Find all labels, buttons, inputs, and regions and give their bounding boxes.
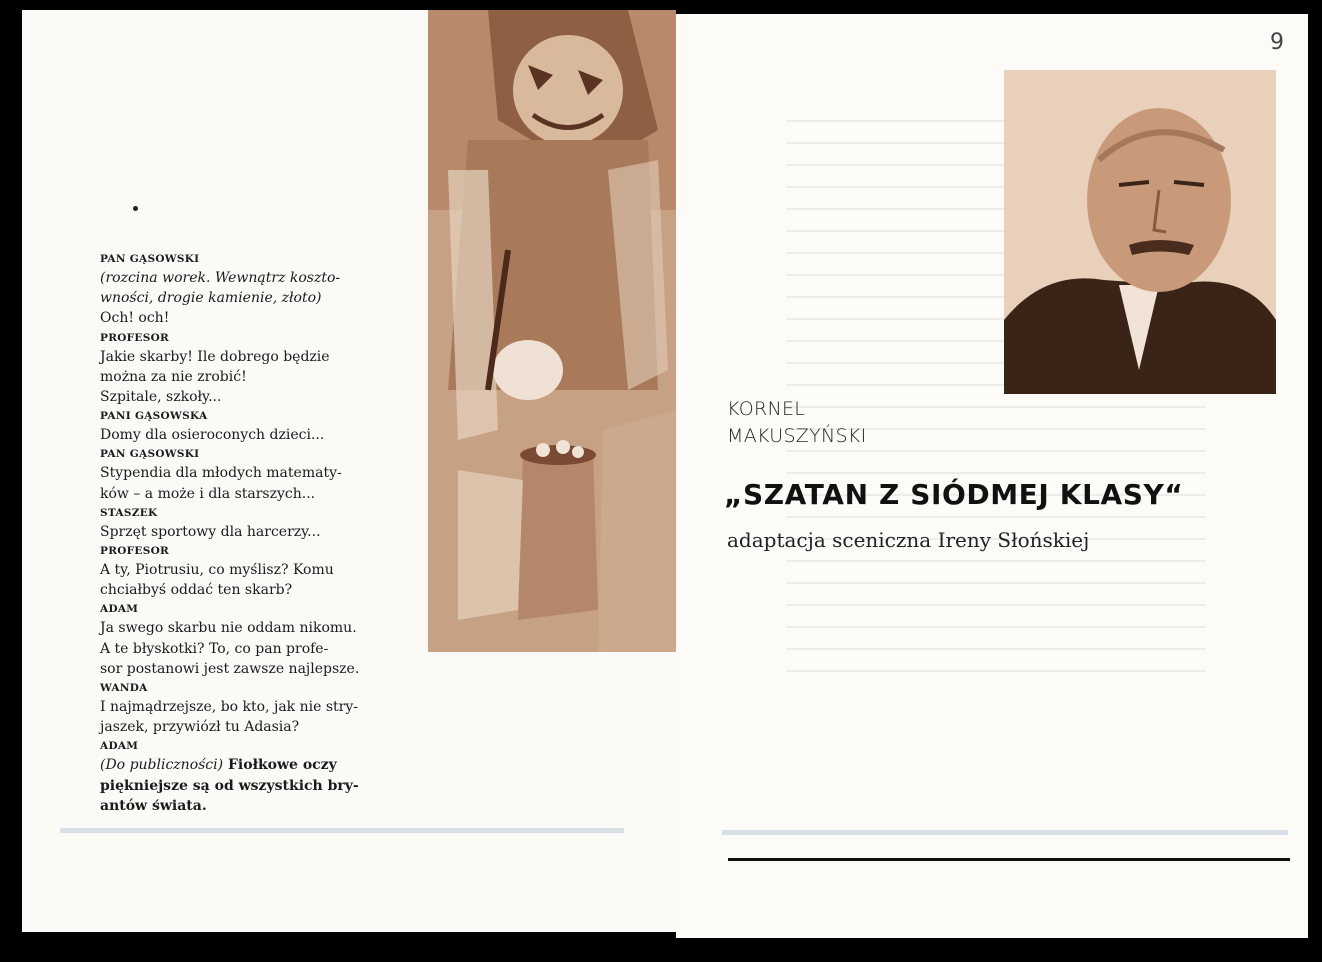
speaker-name: PAN GĄSOWSKI: [100, 253, 200, 265]
script-line: Szpitale, szkoły...: [100, 389, 222, 406]
script-line: antów świata.: [100, 797, 207, 814]
speaker-name: PROFESOR: [100, 331, 170, 344]
stage-direction: (rozcina worek. Wewnątrz koszto-: [100, 270, 341, 286]
script-line: Ja swego skarbu nie oddam nikomu.: [100, 620, 357, 637]
stage-direction: (Do publiczności): [100, 757, 224, 774]
author-portrait-art: [1004, 70, 1276, 394]
script-line: Stypendia dla młodych matematy-: [100, 465, 342, 482]
right-divider-dark: [728, 858, 1290, 861]
right-divider-light: [722, 830, 1288, 835]
stage-illustration: [428, 10, 676, 652]
script-line: chciałbyś oddać ten skarb?: [100, 582, 293, 599]
play-script-excerpt: [100, 250, 390, 816]
stage-illustration-art: [428, 10, 676, 652]
script-line: A te błyskotki? To, co pan profe-: [100, 640, 329, 657]
author-first-name: KORNEL: [727, 398, 806, 420]
script-line: [100, 755, 390, 775]
play-title: „SZATAN Z SIÓDMEJ KLASY“: [724, 478, 1184, 511]
script-line: Jakie skarby! Ile dobrego będzie: [100, 348, 330, 365]
author-last-name: MAKUSZYŃSKI: [727, 425, 867, 447]
script-line: Domy dla osieroconych dzieci...: [100, 427, 325, 444]
ink-dot: [133, 206, 138, 211]
speaker-name: STASZEK: [100, 506, 158, 519]
script-line: jaszek, przywiózł tu Adasia?: [100, 719, 300, 736]
speaker-name: ADAM: [100, 603, 139, 616]
left-divider: [60, 828, 624, 833]
speaker-name: ADAM: [100, 740, 139, 753]
script-line: sor postanowi jest zawsze najlepsze.: [100, 660, 360, 677]
author-portrait: [1004, 70, 1276, 394]
page-number: 9: [1270, 30, 1284, 55]
speaker-name: PROFESOR: [100, 545, 170, 558]
dialogue-bold: Fiołkowe oczy: [223, 757, 337, 774]
script-line: piękniejsze są od wszystkich bry-: [100, 777, 359, 794]
script-line: I najmądrzejsze, bo kto, jak nie stry-: [100, 699, 358, 716]
script-line: można za nie zrobić!: [100, 368, 247, 385]
script-line: A ty, Piotrusiu, co myślisz? Komu: [100, 562, 334, 579]
speaker-name: PANI GĄSOWSKA: [100, 410, 208, 423]
script-line: ków – a może i dla starszych...: [100, 485, 316, 502]
script-line: Och! och!: [100, 310, 170, 327]
play-subtitle: adaptacja sceniczna Ireny Słońskiej: [727, 528, 1090, 552]
speaker-name: PAN GĄSOWSKI: [100, 448, 200, 461]
script-line: Sprzęt sportowy dla harcerzy...: [100, 523, 321, 540]
speaker-name: WANDA: [100, 682, 148, 695]
stage-direction: wności, drogie kamienie, złoto): [100, 290, 322, 307]
author-name: [727, 396, 867, 450]
